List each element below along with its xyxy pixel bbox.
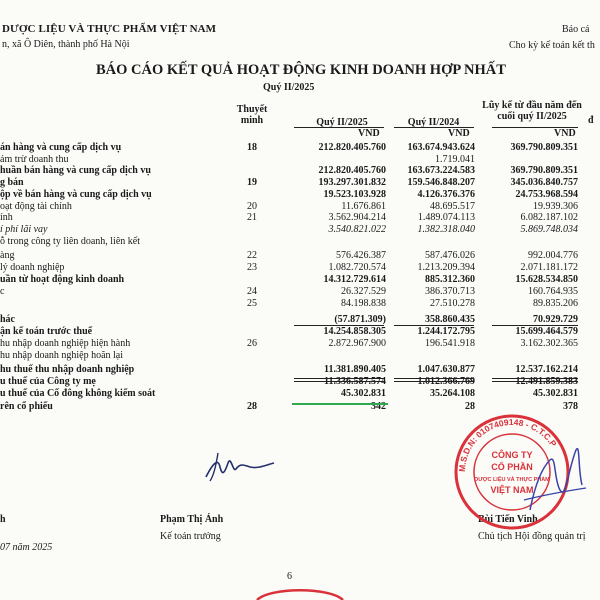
- stamp-line1: CÔNG TY: [491, 450, 533, 460]
- chair-name: Bùi Tiến Vinh: [478, 514, 538, 525]
- row-value-q2-2024: 27.510.278: [430, 298, 475, 309]
- row-label: rên cổ phiếu: [0, 401, 53, 412]
- table-row: [0, 274, 600, 286]
- preparer-signature: [200, 445, 280, 485]
- row-value-q2-2025: 3.562.904.214: [328, 212, 386, 223]
- row-value-ytd: 3.162.302.365: [520, 338, 578, 349]
- row-value-q2-2025: 84.198.838: [341, 298, 386, 309]
- row-label: hu nhập doanh nghiệp hiện hành: [0, 338, 131, 349]
- row-label: ính: [0, 212, 13, 223]
- table-row: [0, 286, 600, 298]
- table-row: [0, 165, 600, 177]
- preparer-role: Kế toán trưởng: [160, 531, 221, 542]
- table-row: [0, 298, 600, 310]
- table-row: [0, 236, 600, 248]
- row-value-ytd: 5.869.748.034: [520, 224, 578, 235]
- row-value-q2-2024: 163.674.943.624: [407, 142, 475, 153]
- table-row: [0, 338, 600, 350]
- row-value-q2-2025: 14.312.729.614: [323, 274, 386, 285]
- row-note: 21: [247, 212, 257, 223]
- row-label: ỗ trong công ty liên doanh, liên kết: [0, 236, 140, 247]
- row-note: 19: [247, 177, 257, 188]
- row-label: g bán: [0, 177, 24, 188]
- report-title: BÁO CÁO KẾT QUẢ HOẠT ĐỘNG KINH DOANH HỢP NHẤT: [96, 62, 506, 78]
- table-row: [0, 326, 600, 338]
- row-value-ytd: 160.764.935: [528, 286, 578, 297]
- stamp-line3: DƯỢC LIỆU VÀ THỰC PHẨM: [474, 477, 550, 483]
- row-value-q2-2024: 4.126.376.376: [417, 189, 475, 200]
- row-value-q2-2024: 1.213.209.394: [417, 262, 475, 273]
- row-value-q2-2025: 45.302.831: [341, 388, 386, 399]
- row-value-ytd: 345.036.840.757: [510, 177, 578, 188]
- row-value-ytd: 45.302.831: [533, 388, 578, 399]
- stamp-fragment-icon: [255, 585, 345, 600]
- row-label: hác: [0, 314, 15, 325]
- row-label: àng: [0, 250, 15, 261]
- company-name: DƯỢC LIỆU VÀ THỰC PHẨM VIỆT NAM: [2, 23, 217, 35]
- row-value-q2-2024: 358.860.435: [425, 314, 475, 325]
- row-value-q2-2024: 35.264.108: [430, 388, 475, 399]
- row-value-q2-2025: (57.871.309): [334, 314, 386, 325]
- row-value-q2-2024: 885.312.360: [425, 274, 475, 285]
- stamp-line2: CỔ PHẦN: [491, 462, 533, 472]
- unit-q2-2024: VND: [448, 128, 470, 139]
- page-number: 6: [287, 571, 292, 582]
- row-label: hu thuế thu nhập doanh nghiệp: [0, 364, 135, 375]
- table-row: [0, 350, 600, 362]
- row-label: huần bán hàng và cung cấp dịch vụ: [0, 165, 151, 176]
- row-label: ộp về bán hàng và cung cấp dịch vụ: [0, 189, 152, 200]
- row-value-q2-2024: 159.546.848.207: [407, 177, 475, 188]
- row-label: uần từ hoạt động kinh doanh: [0, 274, 125, 285]
- row-value-q2-2025: 212.820.405.760: [318, 165, 386, 176]
- row-note: 22: [247, 250, 257, 261]
- signature-left-fragment: h: [0, 514, 6, 525]
- row-value-ytd: 70.929.729: [533, 314, 578, 325]
- row-note: 20: [247, 201, 257, 212]
- row-value-q2-2024: 1.012.366.769: [417, 376, 475, 387]
- row-value-q2-2024: 1.382.318.040: [417, 224, 475, 235]
- report-ref-line2: Cho kỳ kế toán kết th: [509, 40, 595, 51]
- row-value-ytd: 89.835.206: [533, 298, 578, 309]
- row-value-ytd: 2.071.181.172: [520, 262, 578, 273]
- row-value-q2-2025: 11.336.587.574: [324, 376, 386, 387]
- row-value-q2-2024: 1.047.630.877: [417, 364, 475, 375]
- unit-q2-2025: VND: [358, 128, 380, 139]
- row-note: 23: [247, 262, 257, 273]
- row-label: án hàng và cung cấp dịch vụ: [0, 142, 122, 153]
- row-label: u thuế của Công ty mẹ: [0, 376, 96, 387]
- row-value-q2-2025: 3.540.821.022: [328, 224, 386, 235]
- table-row: [0, 262, 600, 274]
- highlight-underline: [292, 403, 388, 405]
- column-head-ytd: Lũy kế từ đầu năm đến cuối quý II/2025: [482, 100, 582, 122]
- row-label: u thuế của Cổ đông không kiểm soát: [0, 388, 156, 399]
- row-value-q2-2024: 587.476.026: [425, 250, 475, 261]
- row-value-q2-2025: 193.297.301.832: [318, 177, 386, 188]
- table-row: [0, 189, 600, 201]
- row-value-q2-2025: 14.254.858.305: [323, 326, 386, 337]
- row-label: c: [0, 286, 5, 297]
- row-label: hu nhập doanh nghiệp hoãn lại: [0, 350, 124, 361]
- row-value-ytd: 992.004.776: [528, 250, 578, 261]
- row-value-q2-2024: 28: [465, 401, 475, 412]
- company-address: n, xã Ô Diên, thành phố Hà Nội: [2, 39, 130, 50]
- table-row: [0, 224, 600, 236]
- row-label: ận kế toán trước thuế: [0, 326, 93, 337]
- row-value-q2-2024: 1.719.041: [435, 154, 475, 165]
- row-value-ytd: 15.699.464.579: [515, 326, 578, 337]
- row-value-ytd: 24.753.968.594: [515, 189, 578, 200]
- report-period: Quý II/2025: [263, 82, 315, 93]
- row-note: 28: [247, 401, 257, 412]
- row-value-q2-2025: 1.082.720.574: [328, 262, 386, 273]
- row-note: 18: [247, 142, 257, 153]
- row-value-q2-2025: 342: [371, 401, 386, 412]
- row-value-q2-2024: 48.695.517: [430, 201, 475, 212]
- row-value-q2-2025: 212.820.405.760: [318, 142, 386, 153]
- column-head-edge: đ: [588, 115, 594, 126]
- row-value-ytd: 12.537.162.214: [515, 364, 578, 375]
- column-head-note: Thuyết minh: [236, 104, 268, 126]
- table-row: [0, 364, 600, 376]
- column-head-q2-2024: Quý II/2024: [407, 117, 460, 128]
- table-row: [0, 250, 600, 262]
- column-head-q2-2025: Quý II/2025: [316, 117, 368, 128]
- table-row: [0, 177, 600, 189]
- row-value-ytd: 6.082.187.102: [520, 212, 578, 223]
- row-value-q2-2025: 26.327.529: [341, 286, 386, 297]
- row-value-q2-2024: 196.541.918: [425, 338, 475, 349]
- row-value-q2-2025: 2.872.967.900: [328, 338, 386, 349]
- row-value-ytd: 369.790.809.351: [510, 142, 578, 153]
- signing-date: 07 năm 2025: [0, 542, 53, 553]
- row-value-ytd: 15.628.534.850: [515, 274, 578, 285]
- row-value-ytd: 12.491.859.383: [515, 376, 578, 387]
- row-value-q2-2025: 19.523.103.928: [323, 189, 386, 200]
- table-row: [0, 388, 600, 400]
- row-value-q2-2024: 1.489.074.113: [417, 212, 475, 223]
- row-value-ytd: 369.790.809.351: [510, 165, 578, 176]
- row-value-q2-2024: 163.673.224.583: [407, 165, 475, 176]
- row-value-ytd: 378: [563, 401, 578, 412]
- row-note: 24: [247, 286, 257, 297]
- row-value-q2-2024: 386.370.713: [425, 286, 475, 297]
- chair-signature: [520, 430, 590, 525]
- chair-role: Chủ tịch Hội đồng quản trị: [478, 531, 586, 542]
- row-value-q2-2025: 11.676.861: [341, 201, 386, 212]
- table-row: [0, 142, 600, 154]
- row-note: 26: [247, 338, 257, 349]
- row-value-q2-2024: 1.244.172.795: [417, 326, 475, 337]
- row-label: í phí lãi vay: [0, 224, 48, 235]
- preparer-name: Phạm Thị Ánh: [160, 514, 224, 525]
- row-value-q2-2025: 576.426.387: [336, 250, 386, 261]
- stamp-line4: VIỆT NAM: [490, 485, 534, 495]
- row-note: 25: [247, 298, 257, 309]
- row-label: ảm trừ doanh thu: [0, 154, 69, 165]
- row-label: lý doanh nghiệp: [0, 262, 65, 273]
- unit-ytd: VND: [554, 128, 576, 139]
- row-label: oạt động tài chính: [0, 201, 72, 212]
- row-value-ytd: 19.939.306: [533, 201, 578, 212]
- stamp-ring-text: M.S.D.N: 0107409148 - C.T.C.P: [456, 416, 559, 473]
- table-row: [0, 212, 600, 224]
- report-ref-line1: Báo cá: [562, 24, 590, 35]
- row-value-q2-2025: 11.381.890.405: [324, 364, 386, 375]
